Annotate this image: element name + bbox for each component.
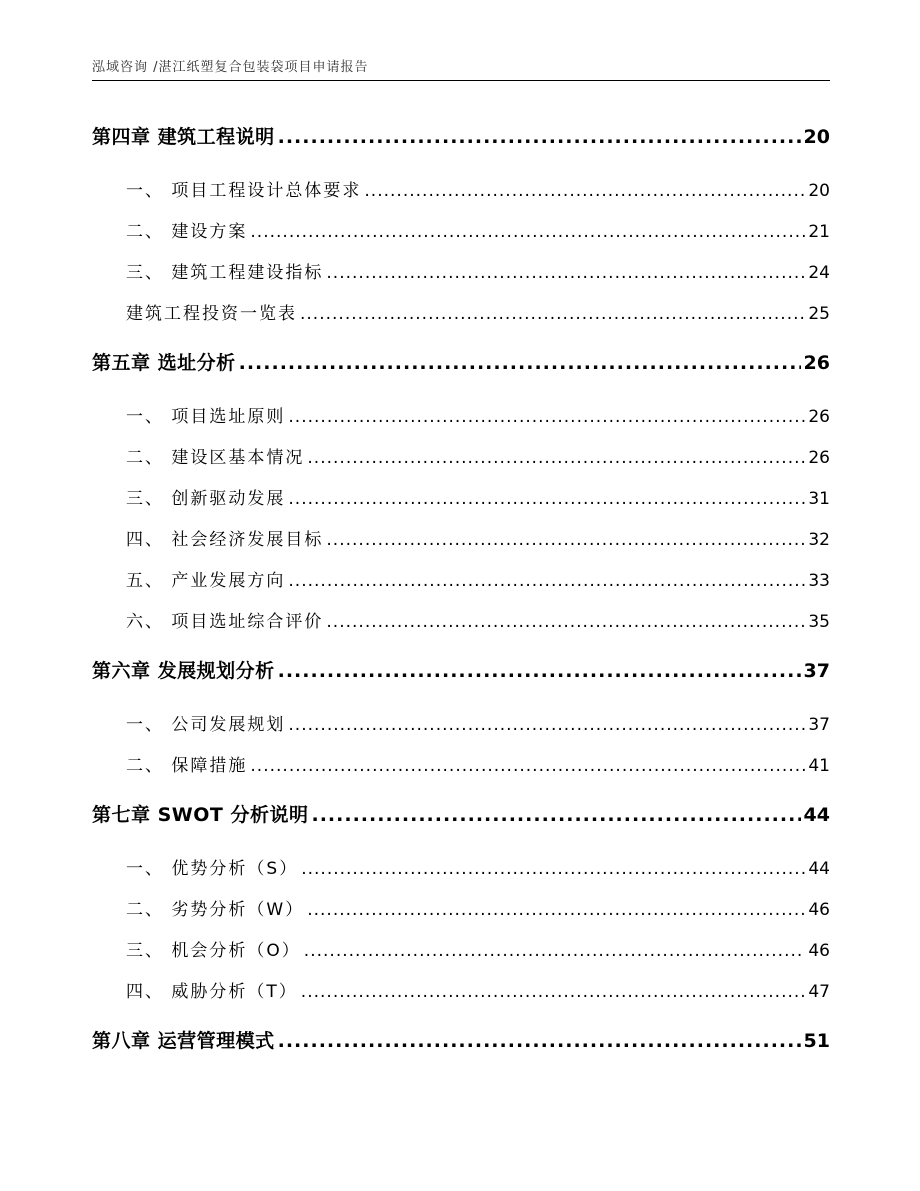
toc-page-number: 44 bbox=[803, 804, 830, 826]
dot-leader bbox=[326, 263, 805, 283]
toc-page-number: 31 bbox=[808, 489, 830, 509]
toc-entry-label: 第七章 SWOT 分析说明 bbox=[92, 804, 309, 826]
toc-page-number: 33 bbox=[808, 571, 830, 591]
dot-leader bbox=[307, 448, 805, 468]
dot-leader bbox=[239, 352, 801, 374]
dot-leader bbox=[288, 715, 805, 735]
toc-entry-label: 建筑工程投资一览表 bbox=[126, 304, 297, 324]
toc-page-number: 26 bbox=[808, 407, 830, 427]
toc-page-number: 46 bbox=[808, 900, 830, 920]
toc-page-number: 25 bbox=[808, 304, 830, 324]
dot-leader bbox=[300, 304, 805, 324]
toc-entry-label: 四、 威胁分析（T） bbox=[126, 982, 298, 1002]
toc-entry-label: 二、 建设区基本情况 bbox=[126, 448, 305, 468]
dot-leader bbox=[307, 900, 805, 920]
toc-chapter-7[interactable] bbox=[92, 800, 830, 826]
toc-page-number: 44 bbox=[808, 859, 830, 879]
toc-chapter-5[interactable] bbox=[92, 348, 830, 374]
toc-page-number: 37 bbox=[808, 715, 830, 735]
dot-leader bbox=[278, 660, 801, 682]
toc-page-number: 37 bbox=[803, 660, 830, 682]
toc-entry-label: 五、 产业发展方向 bbox=[126, 571, 286, 591]
dot-leader bbox=[288, 407, 805, 427]
toc-section[interactable] bbox=[126, 258, 830, 282]
toc-page-number: 20 bbox=[808, 181, 830, 201]
toc-entry-label: 一、 项目选址原则 bbox=[126, 407, 286, 427]
toc-entry-label: 六、 项目选址综合评价 bbox=[126, 612, 324, 632]
toc-section[interactable] bbox=[126, 566, 830, 590]
toc-page-number: 32 bbox=[808, 530, 830, 550]
toc-entry-label: 二、 劣势分析（W） bbox=[126, 900, 305, 920]
dot-leader bbox=[278, 1030, 801, 1052]
dot-leader bbox=[304, 941, 806, 961]
toc-section[interactable] bbox=[126, 525, 830, 549]
toc-entry-label: 一、 优势分析（S） bbox=[126, 859, 299, 879]
dot-leader bbox=[288, 571, 805, 591]
toc-page-number: 20 bbox=[803, 126, 830, 148]
toc-page-number: 26 bbox=[803, 352, 830, 374]
toc-entry-label: 二、 保障措施 bbox=[126, 756, 248, 776]
toc-page-number: 47 bbox=[808, 982, 830, 1002]
toc-section[interactable] bbox=[126, 710, 830, 734]
toc-entry-label: 一、 项目工程设计总体要求 bbox=[126, 181, 362, 201]
toc-page-number: 21 bbox=[808, 222, 830, 242]
toc-entry-label: 第四章 建筑工程说明 bbox=[92, 126, 275, 148]
dot-leader bbox=[250, 756, 805, 776]
toc-entry-label: 三、 创新驱动发展 bbox=[126, 489, 286, 509]
toc-page-number: 26 bbox=[808, 448, 830, 468]
dot-leader bbox=[301, 859, 805, 879]
toc-section[interactable] bbox=[126, 402, 830, 426]
dot-leader bbox=[301, 982, 806, 1002]
toc-section[interactable] bbox=[126, 751, 830, 775]
toc-entry-label: 第六章 发展规划分析 bbox=[92, 660, 275, 682]
toc-section[interactable] bbox=[126, 936, 830, 960]
toc-page-number: 24 bbox=[808, 263, 830, 283]
toc-entry-label: 第五章 选址分析 bbox=[92, 352, 236, 374]
toc-section[interactable] bbox=[126, 977, 830, 1001]
dot-leader bbox=[250, 222, 805, 242]
dot-leader bbox=[364, 181, 805, 201]
toc-entry-label: 二、 建设方案 bbox=[126, 222, 248, 242]
toc-page-number: 41 bbox=[808, 756, 830, 776]
toc-page-number: 46 bbox=[808, 941, 830, 961]
toc-page-number: 51 bbox=[803, 1030, 830, 1052]
toc-section[interactable] bbox=[126, 484, 830, 508]
toc-entry-label: 第八章 运营管理模式 bbox=[92, 1030, 275, 1052]
dot-leader bbox=[311, 804, 800, 826]
toc-section[interactable] bbox=[126, 443, 830, 467]
dot-leader bbox=[278, 126, 801, 148]
toc-chapter-6[interactable] bbox=[92, 656, 830, 682]
toc-entry-label: 三、 建筑工程建设指标 bbox=[126, 263, 324, 283]
toc-entry-label: 一、 公司发展规划 bbox=[126, 715, 286, 735]
toc-chapter-4[interactable] bbox=[92, 122, 830, 148]
toc-section[interactable] bbox=[126, 176, 830, 200]
toc-section[interactable] bbox=[126, 217, 830, 241]
toc-chapter-8[interactable] bbox=[92, 1026, 830, 1052]
toc-section[interactable] bbox=[126, 895, 830, 919]
dot-leader bbox=[288, 489, 805, 509]
toc-section[interactable] bbox=[126, 299, 830, 323]
dot-leader bbox=[326, 530, 805, 550]
toc-entry-label: 三、 机会分析（O） bbox=[126, 941, 301, 961]
dot-leader bbox=[326, 612, 805, 632]
toc-section[interactable] bbox=[126, 854, 830, 878]
toc-entry-label: 四、 社会经济发展目标 bbox=[126, 530, 324, 550]
running-header: 泓域咨询 /湛江纸塑复合包装袋项目申请报告 bbox=[92, 60, 369, 75]
toc-section[interactable] bbox=[126, 607, 830, 631]
toc-page-number: 35 bbox=[808, 612, 830, 632]
